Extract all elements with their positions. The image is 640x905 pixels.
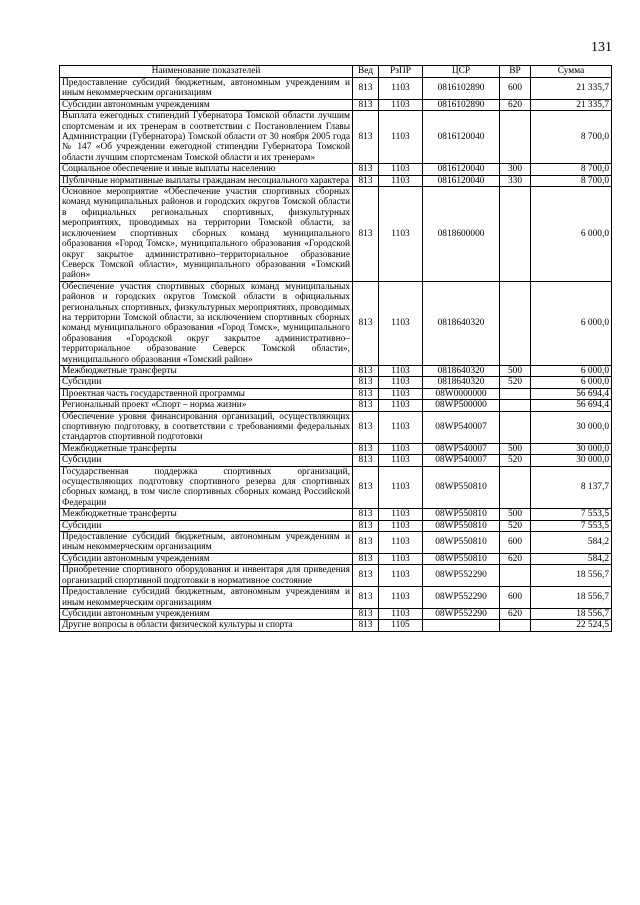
cell-rzpr: 1103 [379,553,423,564]
cell-vr: 600 [500,78,531,100]
cell-name: Предоставление субсидий бюджетным, автономным учреждениям и иным некоммерческим организациям [60,587,353,609]
cell-vr [500,565,531,587]
cell-csr: 0816120040 [423,175,500,186]
cell-csr: 0816120040 [423,111,500,164]
cell-vr: 520 [500,520,531,531]
cell-ved: 813 [353,565,379,587]
cell-vr: 520 [500,377,531,388]
cell-rzpr: 1103 [379,78,423,100]
table-row [60,175,612,186]
cell-rzpr: 1103 [379,99,423,110]
header-name: Наименование показателей [60,66,353,78]
cell-sum: 30 000,0 [531,443,612,454]
cell-sum: 8 700,0 [531,175,612,186]
cell-vr [500,466,531,509]
cell-csr: 08WP550810 [423,509,500,520]
cell-rzpr: 1103 [379,175,423,186]
cell-vr [500,400,531,411]
cell-ved: 813 [353,608,379,619]
cell-csr: 0816102890 [423,78,500,100]
cell-ved: 813 [353,587,379,609]
cell-vr [500,281,531,365]
cell-rzpr: 1105 [379,620,423,631]
cell-ved: 813 [353,388,379,399]
cell-name: Субсидии автономным учреждениям [60,99,353,110]
table-row [60,443,612,454]
cell-vr: 620 [500,608,531,619]
cell-ved: 813 [353,111,379,164]
cell-name: Субсидии автономным учреждениям [60,608,353,619]
table-row [60,99,612,110]
cell-name: Выплата ежегодных стипендий Губернатора Томской области лучшим спортсменам и их тренерам в соответствии с Постановлением Главы Администрации (Губернатора) Томской области от 30 ноября 2005 года № 147 «Об учреждении ежегодной стипендии Губернатора Томской области лучшим спортсменам Томской области и их тренерам» [60,111,353,164]
cell-rzpr: 1103 [379,164,423,175]
cell-ved: 813 [353,377,379,388]
cell-sum: 56 694,4 [531,400,612,411]
cell-rzpr: 1103 [379,281,423,365]
table-row [60,365,612,376]
cell-name: Приобретение спортивного оборудования и инвентаря для приведения организаций спортивной подготовки в нормативное состояние [60,565,353,587]
cell-ved: 813 [353,532,379,554]
cell-ved: 813 [353,455,379,466]
cell-csr: 08WP540007 [423,411,500,443]
cell-ved: 813 [353,443,379,454]
cell-rzpr: 1103 [379,400,423,411]
cell-rzpr: 1103 [379,532,423,554]
cell-ved: 813 [353,520,379,531]
table-row [60,455,612,466]
cell-sum: 584,2 [531,553,612,564]
cell-csr: 08W0000000 [423,388,500,399]
cell-csr: 08WP550810 [423,532,500,554]
cell-rzpr: 1103 [379,187,423,282]
cell-name: Субсидии автономным учреждениям [60,553,353,564]
cell-name: Обеспечение участия спортивных сборных команд муниципальных районов и городских округов Томской области в официальных региональных спортивных, физкультурных мероприятиях, проводимых на территории Томской области, за исключением спортивных сборных команд муниципального образования «Город Томск», муниципального образования «Городской округ закрытое административно–территориальное образование Северск Томской области», муниципального образования «Томский район» [60,281,353,365]
cell-csr: 0818600000 [423,187,500,282]
cell-ved: 813 [353,164,379,175]
cell-sum: 18 556,7 [531,565,612,587]
table-row [60,111,612,164]
table-row [60,388,612,399]
table-row [60,400,612,411]
cell-name: Публичные нормативные выплаты гражданам несоциального характера [60,175,353,186]
cell-sum: 6 000,0 [531,281,612,365]
cell-ved: 813 [353,78,379,100]
table-row [60,565,612,587]
cell-name: Субсидии [60,455,353,466]
cell-vr [500,388,531,399]
cell-name: Предоставление субсидий бюджетным, автономным учреждениям и иным некоммерческим организациям [60,532,353,554]
cell-vr: 600 [500,532,531,554]
cell-sum: 8 700,0 [531,111,612,164]
cell-vr [500,187,531,282]
cell-vr: 620 [500,99,531,110]
table-body [60,78,612,632]
header-ved: Вед [353,66,379,78]
cell-vr: 300 [500,164,531,175]
budget-table [59,65,612,632]
cell-vr: 500 [500,443,531,454]
header-vr: ВР [500,66,531,78]
header-rzpr: РзПР [379,66,423,78]
cell-ved: 813 [353,509,379,520]
cell-sum: 584,2 [531,532,612,554]
cell-csr: 0816102890 [423,99,500,110]
table-row [60,187,612,282]
cell-vr [500,620,531,631]
table-row [60,532,612,554]
cell-name: Основное мероприятие «Обеспечение участия спортивных сборных команд муниципальных районов и городских округов Томской области в официальных региональных спортивных, физкультурных мероприятиях, проводимых на территории Томской области, за исключением спортивных сборных команд муниципального образования «Город Томск», муниципального образования «Городской округ закрытое административно–территориальное образование Северск Томской области», муниципального образования «Томский район» [60,187,353,282]
cell-csr: 08WP552290 [423,608,500,619]
cell-ved: 813 [353,175,379,186]
cell-rzpr: 1103 [379,608,423,619]
cell-rzpr: 1103 [379,388,423,399]
cell-sum: 6 000,0 [531,377,612,388]
cell-rzpr: 1103 [379,443,423,454]
cell-csr: 08WP550810 [423,520,500,531]
cell-csr [423,620,500,631]
cell-csr: 08WP500000 [423,400,500,411]
table-row [60,411,612,443]
cell-name: Межбюджетные трансферты [60,509,353,520]
cell-csr: 0818640320 [423,365,500,376]
cell-vr: 330 [500,175,531,186]
cell-vr: 500 [500,365,531,376]
cell-sum: 7 553,5 [531,509,612,520]
cell-vr: 520 [500,455,531,466]
table-row [60,377,612,388]
cell-sum: 22 524,5 [531,620,612,631]
cell-ved: 813 [353,281,379,365]
cell-ved: 813 [353,553,379,564]
table-row [60,78,612,100]
table-row [60,509,612,520]
cell-sum: 30 000,0 [531,411,612,443]
cell-csr: 08WP552290 [423,587,500,609]
cell-vr: 600 [500,587,531,609]
cell-sum: 8 137,7 [531,466,612,509]
cell-rzpr: 1103 [379,509,423,520]
cell-ved: 813 [353,400,379,411]
cell-sum: 21 335,7 [531,78,612,100]
cell-ved: 813 [353,365,379,376]
cell-sum: 18 556,7 [531,587,612,609]
table-row [60,520,612,531]
cell-rzpr: 1103 [379,520,423,531]
cell-vr: 500 [500,509,531,520]
cell-csr: 08WP552290 [423,565,500,587]
cell-rzpr: 1103 [379,455,423,466]
cell-sum: 7 553,5 [531,520,612,531]
table-row [60,608,612,619]
cell-csr: 0816120040 [423,164,500,175]
cell-sum: 6 000,0 [531,187,612,282]
cell-name: Межбюджетные трансферты [60,365,353,376]
table-row [60,164,612,175]
table-row [60,466,612,509]
table-row [60,553,612,564]
cell-ved: 813 [353,620,379,631]
cell-rzpr: 1103 [379,565,423,587]
cell-csr: 08WP540007 [423,455,500,466]
cell-name: Проектная часть государственной программы [60,388,353,399]
cell-ved: 813 [353,99,379,110]
cell-name: Субсидии [60,377,353,388]
cell-ved: 813 [353,187,379,282]
cell-vr [500,111,531,164]
cell-rzpr: 1103 [379,411,423,443]
cell-sum: 56 694,4 [531,388,612,399]
cell-name: Субсидии [60,520,353,531]
cell-vr [500,411,531,443]
cell-csr: 08WP550810 [423,466,500,509]
cell-rzpr: 1103 [379,587,423,609]
cell-ved: 813 [353,411,379,443]
cell-name: Региональный проект «Спорт – норма жизни» [60,400,353,411]
cell-name: Социальное обеспечение и иные выплаты населению [60,164,353,175]
table-row [60,620,612,631]
cell-rzpr: 1103 [379,365,423,376]
cell-name: Государственная поддержка спортивных организаций, осуществляющих подготовку спортивного резерва для спортивных сборных команд, в том числе спортивных сборных команд Российской Федерации [60,466,353,509]
page-number: 131 [591,40,612,55]
table-header-row [60,66,612,78]
cell-csr: 0818640320 [423,281,500,365]
header-sum: Сумма [531,66,612,78]
table-row [60,281,612,365]
table-row [60,587,612,609]
header-csr: ЦСР [423,66,500,78]
cell-ved: 813 [353,466,379,509]
cell-rzpr: 1103 [379,111,423,164]
cell-sum: 18 556,7 [531,608,612,619]
cell-vr: 620 [500,553,531,564]
cell-sum: 6 000,0 [531,365,612,376]
cell-name: Другие вопросы в области физической культуры и спорта [60,620,353,631]
cell-rzpr: 1103 [379,377,423,388]
cell-sum: 21 335,7 [531,99,612,110]
cell-name: Предоставление субсидий бюджетным, автономным учреждениям и иным некоммерческим организациям [60,78,353,100]
cell-sum: 30 000,0 [531,455,612,466]
cell-name: Межбюджетные трансферты [60,443,353,454]
cell-csr: 0818640320 [423,377,500,388]
cell-csr: 08WP540007 [423,443,500,454]
cell-sum: 8 700,0 [531,164,612,175]
cell-name: Обеспечение уровня финансирования организаций, осуществляющих спортивную подготовку, в соответствии с требованиями федеральных стандартов спортивной подготовки [60,411,353,443]
cell-csr: 08WP550810 [423,553,500,564]
cell-rzpr: 1103 [379,466,423,509]
